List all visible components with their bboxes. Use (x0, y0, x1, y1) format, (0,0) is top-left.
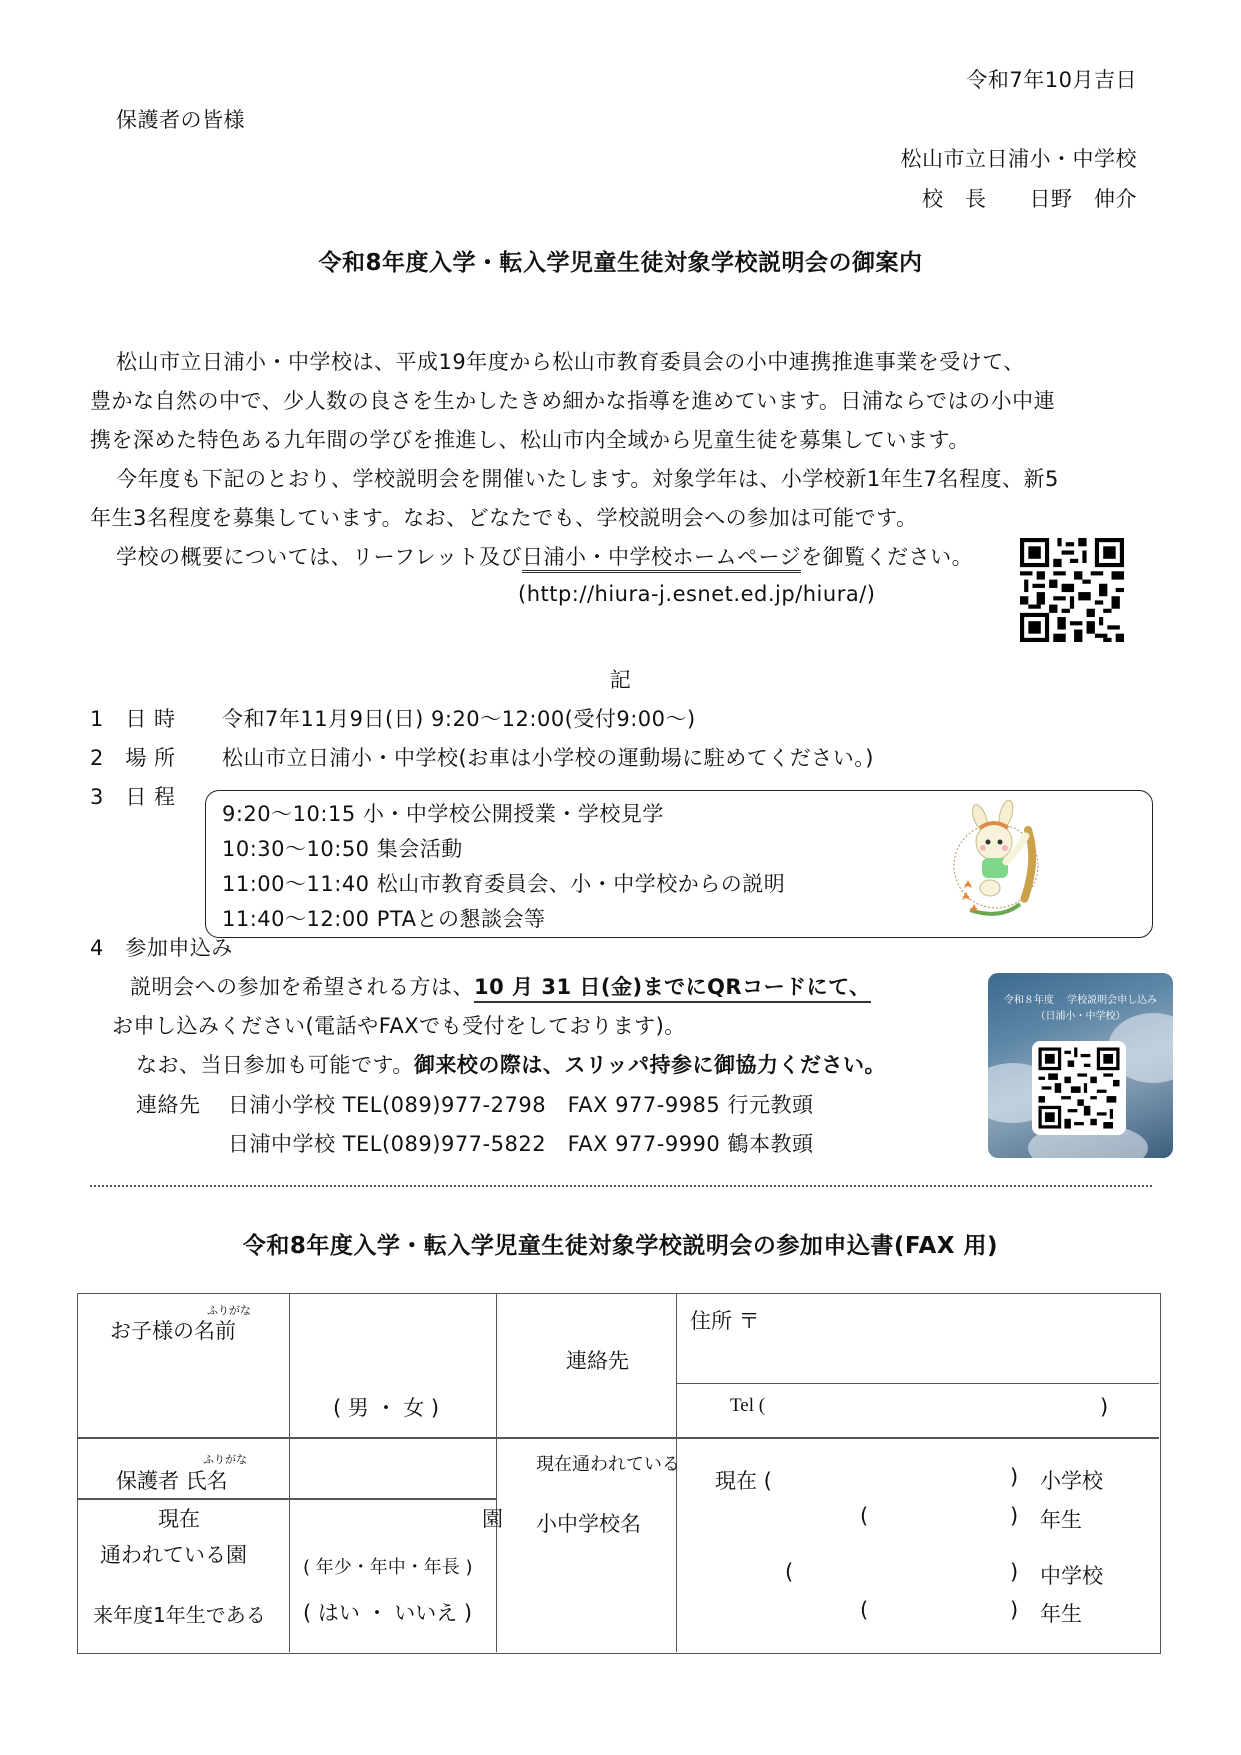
kindergarten-grade-options[interactable]: ( 年少・年中・年長 ) (303, 1557, 473, 1578)
apply-line-2: お申し込みください(電話やFAXでも受付をしております)。 (112, 1014, 686, 1038)
current-school-label-2: 小中学校名 (536, 1512, 641, 1536)
tel-label-text: Tel ( (730, 1395, 766, 1416)
kindergarten-label-2: 通われている園 (100, 1543, 247, 1567)
address-label: 住所 〒 (690, 1309, 760, 1333)
kindergarten-label-1: 現在 (158, 1507, 200, 1531)
schedule-row (222, 903, 545, 933)
child-name-furigana: ふりがな (207, 1304, 251, 1317)
contact-fax: FAX 977-9990 (567, 1132, 721, 1156)
contact-row (228, 1128, 813, 1158)
elementary-school-suffix: 小学校 (1040, 1469, 1103, 1493)
contact-label: 連絡先 (136, 1093, 201, 1117)
tel-label (730, 1395, 765, 1417)
apply-line-1-pre: 説明会への参加を希望される方は、 (130, 975, 474, 999)
schedule-row (222, 868, 785, 898)
child-name-field[interactable] (289, 1294, 495, 1394)
elementary-school-field[interactable] (800, 1460, 1000, 1492)
next-year-options[interactable]: ( はい ・ いいえ ) (303, 1601, 473, 1625)
now-label: 現在 ( (715, 1469, 772, 1493)
qr-pattern (1032, 1041, 1126, 1135)
place-label: 2 場 所 (90, 746, 176, 770)
paragraph-1-line-2: 豊かな自然の中で、少人数の良さを生かしたきめ細かな指導を進めています。日浦ならではの小中連 (90, 389, 1056, 413)
current-school-label-1: 現在通われている (536, 1454, 680, 1475)
next-year-label: 来年度1年生である (93, 1603, 266, 1627)
guardian-name-label: 保護者 氏名 (116, 1469, 228, 1493)
apply-deadline: 10 月 31 日(金)までにQRコードにて、 (474, 975, 871, 1003)
ki-heading: 記 (609, 668, 632, 692)
contact-school: 日浦小学校 (228, 1093, 336, 1117)
schedule-event: 松山市教育委員会、小・中学校からの説明 (376, 872, 786, 896)
paragraph-1-line-3: 携を深めた特色ある九年間の学びを推進し、松山市内全域から児童生徒を募集しています。 (90, 428, 970, 452)
schedule-event: PTAとの懇談会等 (376, 907, 546, 931)
open-paren: ( (860, 1504, 869, 1528)
schedule-time: 10:30～10:50 (222, 837, 370, 861)
child-name-label: お子様の名前 (110, 1319, 236, 1343)
open-paren: ( (785, 1560, 794, 1584)
schedule-row (222, 833, 463, 863)
close-paren: ) (1010, 1504, 1019, 1528)
address-field[interactable] (676, 1335, 1156, 1375)
paragraph-3-pre: 学校の概要については、リーフレット及び (116, 545, 522, 569)
tel-close-paren: ) (1100, 1395, 1109, 1419)
tel-field[interactable] (780, 1390, 1100, 1430)
kindergarten-name-field[interactable] (290, 1500, 460, 1534)
schedule-time: 9:20～10:15 (222, 802, 356, 826)
qr-card-caption-2: （日浦小・中学校） (1035, 1011, 1126, 1022)
contact-tel: TEL(089)977-5822 (342, 1132, 547, 1156)
paragraph-3-post: を御覧ください。 (801, 545, 974, 569)
elementary-grade-suffix: 年生 (1040, 1508, 1082, 1532)
schedule-label: 3 日 程 (90, 785, 176, 809)
addressee: 保護者の皆様 (116, 108, 245, 132)
school-name: 松山市立日浦小・中学校 (900, 147, 1137, 171)
application-qr-code[interactable] (1032, 1041, 1126, 1135)
junior-high-field[interactable] (805, 1556, 1000, 1588)
date-label: 1 日 時 (90, 707, 176, 731)
paragraph-2-line-1: 今年度も下記のとおり、学校説明会を開催いたします。対象学年は、小学校新1年生7名程度、新5 (116, 467, 1059, 491)
contact-fax: FAX 977-9985 (567, 1093, 721, 1117)
paragraph-2-line-2: 年生3名程度を募集しています。なお、どなたでも、学校説明会への参加は可能です。 (90, 506, 918, 530)
apply-line-3-pre: なお、当日参加も可能です。 (136, 1053, 414, 1077)
form-title: 令和8年度入学・転入学児童生徒対象学校説明会の参加申込書(FAX 用) (242, 1233, 999, 1259)
principal-name: 校 長 日野 伸介 (922, 187, 1137, 211)
document-date: 令和7年10月吉日 (966, 68, 1137, 92)
apply-line-3 (136, 1049, 886, 1079)
close-paren: ) (1010, 1560, 1019, 1584)
contact-school: 日浦中学校 (228, 1132, 336, 1156)
schedule-row (222, 798, 664, 828)
schedule-time: 11:40～12:00 (222, 907, 370, 931)
mascot-illustration (950, 800, 1046, 928)
apply-line-1 (130, 971, 871, 1001)
junior-high-grade-suffix: 年生 (1040, 1602, 1082, 1626)
junior-high-grade-field[interactable] (880, 1594, 1000, 1626)
cut-line (90, 1185, 1152, 1187)
application-qr-card[interactable] (988, 973, 1173, 1158)
contact-person: 行元教頭 (727, 1093, 814, 1117)
contact-header: 連絡先 (566, 1349, 629, 1373)
junior-high-suffix: 中学校 (1040, 1564, 1103, 1588)
schedule-time: 11:00～11:40 (222, 872, 370, 896)
paragraph-3 (116, 541, 973, 571)
kindergarten-suffix: 園 (482, 1507, 503, 1531)
contact-person: 鶴本教頭 (727, 1132, 814, 1156)
gender-options[interactable]: ( 男 ・ 女 ) (333, 1396, 440, 1420)
schedule-event: 集会活動 (376, 837, 463, 861)
slippers-notice: 御来校の際は、スリッパ持参に御協力ください。 (413, 1053, 886, 1077)
guardian-name-field[interactable] (290, 1440, 495, 1498)
date-value: 令和7年11月9日(日) 9:20～12:00(受付9:00～) (222, 707, 696, 731)
schedule-event: 小・中学校公開授業・学校見学 (362, 802, 664, 826)
contact-tel: TEL(089)977-2798 (342, 1093, 547, 1117)
place-value: 松山市立日浦小・中学校(お車は小学校の運動場に駐めてください。) (222, 746, 874, 770)
open-paren: ( (860, 1598, 869, 1622)
guardian-name-furigana: ふりがな (203, 1453, 247, 1466)
homepage-qr-code[interactable] (1020, 538, 1124, 642)
elementary-grade-field[interactable] (880, 1500, 1000, 1532)
close-paren: ) (1010, 1465, 1019, 1489)
paragraph-1-line-1: 松山市立日浦小・中学校は、平成19年度から松山市教育委員会の小中連携推進事業を受けて、 (116, 350, 1025, 374)
close-paren: ) (1010, 1598, 1019, 1622)
qr-card-caption-1: 令和８年度 学校説明会申し込み (1003, 995, 1158, 1006)
homepage-url[interactable]: (http://hiura-j.esnet.ed.jp/hiura/) (518, 582, 876, 606)
contact-row (228, 1089, 813, 1119)
homepage-link[interactable]: 日浦小・中学校ホームページ (522, 545, 801, 573)
page-title: 令和8年度入学・転入学児童生徒対象学校説明会の御案内 (318, 250, 923, 276)
apply-label: 4 参加申込み (90, 936, 233, 960)
